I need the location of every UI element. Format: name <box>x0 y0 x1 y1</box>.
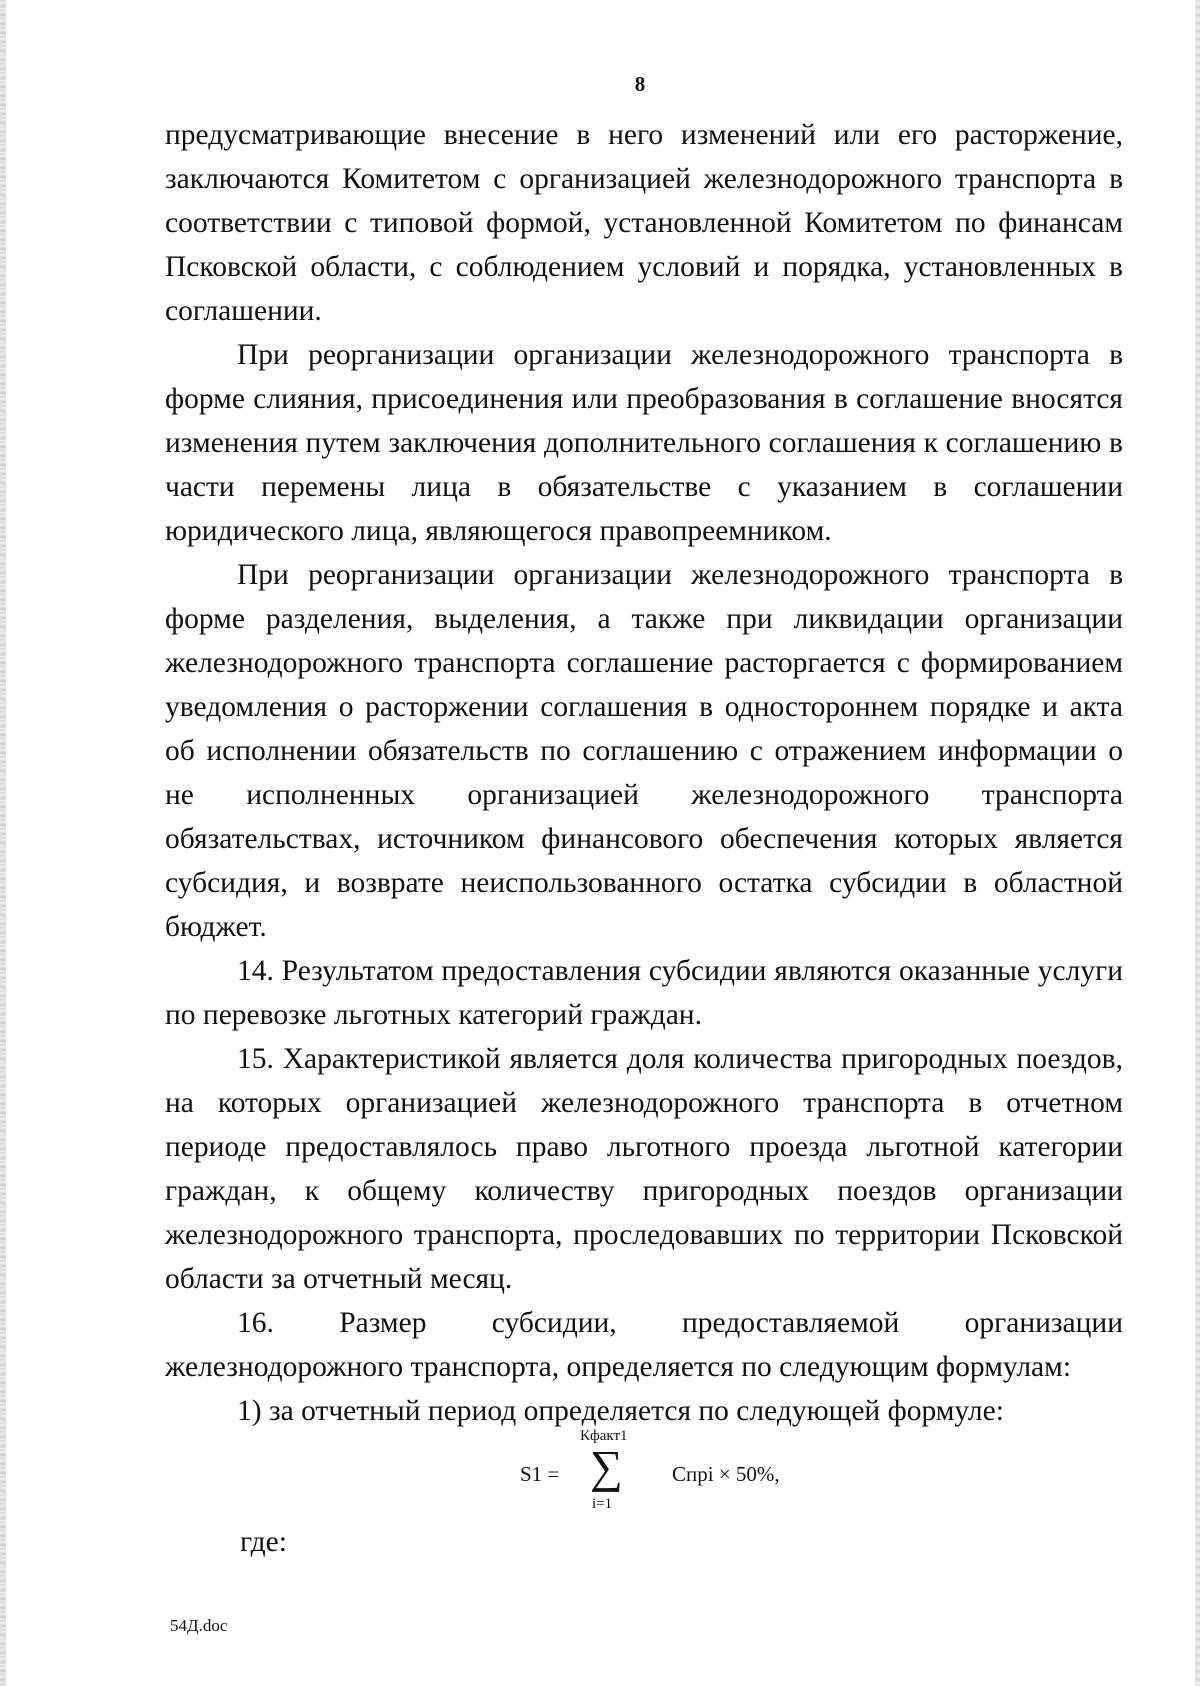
formula-lhs: S1 = <box>520 1462 560 1486</box>
paragraph-15-characteristic: 15. Характеристикой является доля количества пригородных поездов, на которых организацией железнодорожного транспорта в отчетном периоде предоставлялось право льготного проезда льготной категории граждан, к общему количеству пригородных поездов организации железнодорожного транспорта, проследовавших по территории Псковской области за отчетный месяц. <box>165 1043 1123 1295</box>
formula-lower-limit: i=1 <box>592 1496 613 1512</box>
page-number: 8 <box>634 72 646 96</box>
paragraph-14-result: 14. Результатом предоставления субсидии являются оказанные услуги по перевозке льготных категорий граждан. <box>165 955 1123 1031</box>
document-body <box>165 113 1123 1433</box>
footer-filename: 54Д.doc <box>170 1616 228 1635</box>
paragraph-reorganization-merge: При реорганизации организации железнодорожного транспорта в форме слияния, присоединения или преобразования в соглашение вносятся изменения путем заключения дополнительного соглашения к соглашению в части перемены лица в обязательстве с указанием в соглашении юридического лица, являющегося правопреемником. <box>165 339 1123 547</box>
paragraph-reorganization-division: При реорганизации организации железнодорожного транспорта в форме разделения, выделения, а также при ликвидации организации железнодорожного транспорта соглашение расторгается с формированием уведомления о расторжении соглашения в одностороннем порядке и акта об исполнении обязательств по соглашению с отражением информации о не исполненных организацией железнодорожного транспорта обязательствах, источником финансового обеспечения которых является субсидия, и возврате неиспользованного остатка субсидии в областной бюджет. <box>165 559 1123 943</box>
sum-symbol: ∑ <box>590 1441 623 1492</box>
paragraph-16-subsidy-size: 16. Размер субсидии, предоставляемой организации железнодорожного транспорта, определяется по следующим формулам: <box>165 1307 1123 1383</box>
subsidy-formula <box>520 1428 840 1518</box>
formula-rhs: Cпрi × 50%, <box>672 1462 780 1486</box>
paragraph-continuation: предусматривающие внесение в него изменений или его расторжение, заключаются Комитетом с организацией железнодорожного транспорта в соответствии с типовой формой, установленной Комитетом по финансам Псковской области, с соблюдением условий и порядка, установленных в соглашении. <box>165 119 1123 327</box>
formula-upper-limit: Кфакт1 <box>580 1428 628 1444</box>
scan-edge-left <box>0 0 6 1686</box>
scan-edge-right <box>1195 0 1200 1686</box>
paragraph-16-item-1: 1) за отчетный период определяется по следующей формуле: <box>237 1395 1004 1427</box>
where-label: где: <box>240 1526 287 1558</box>
